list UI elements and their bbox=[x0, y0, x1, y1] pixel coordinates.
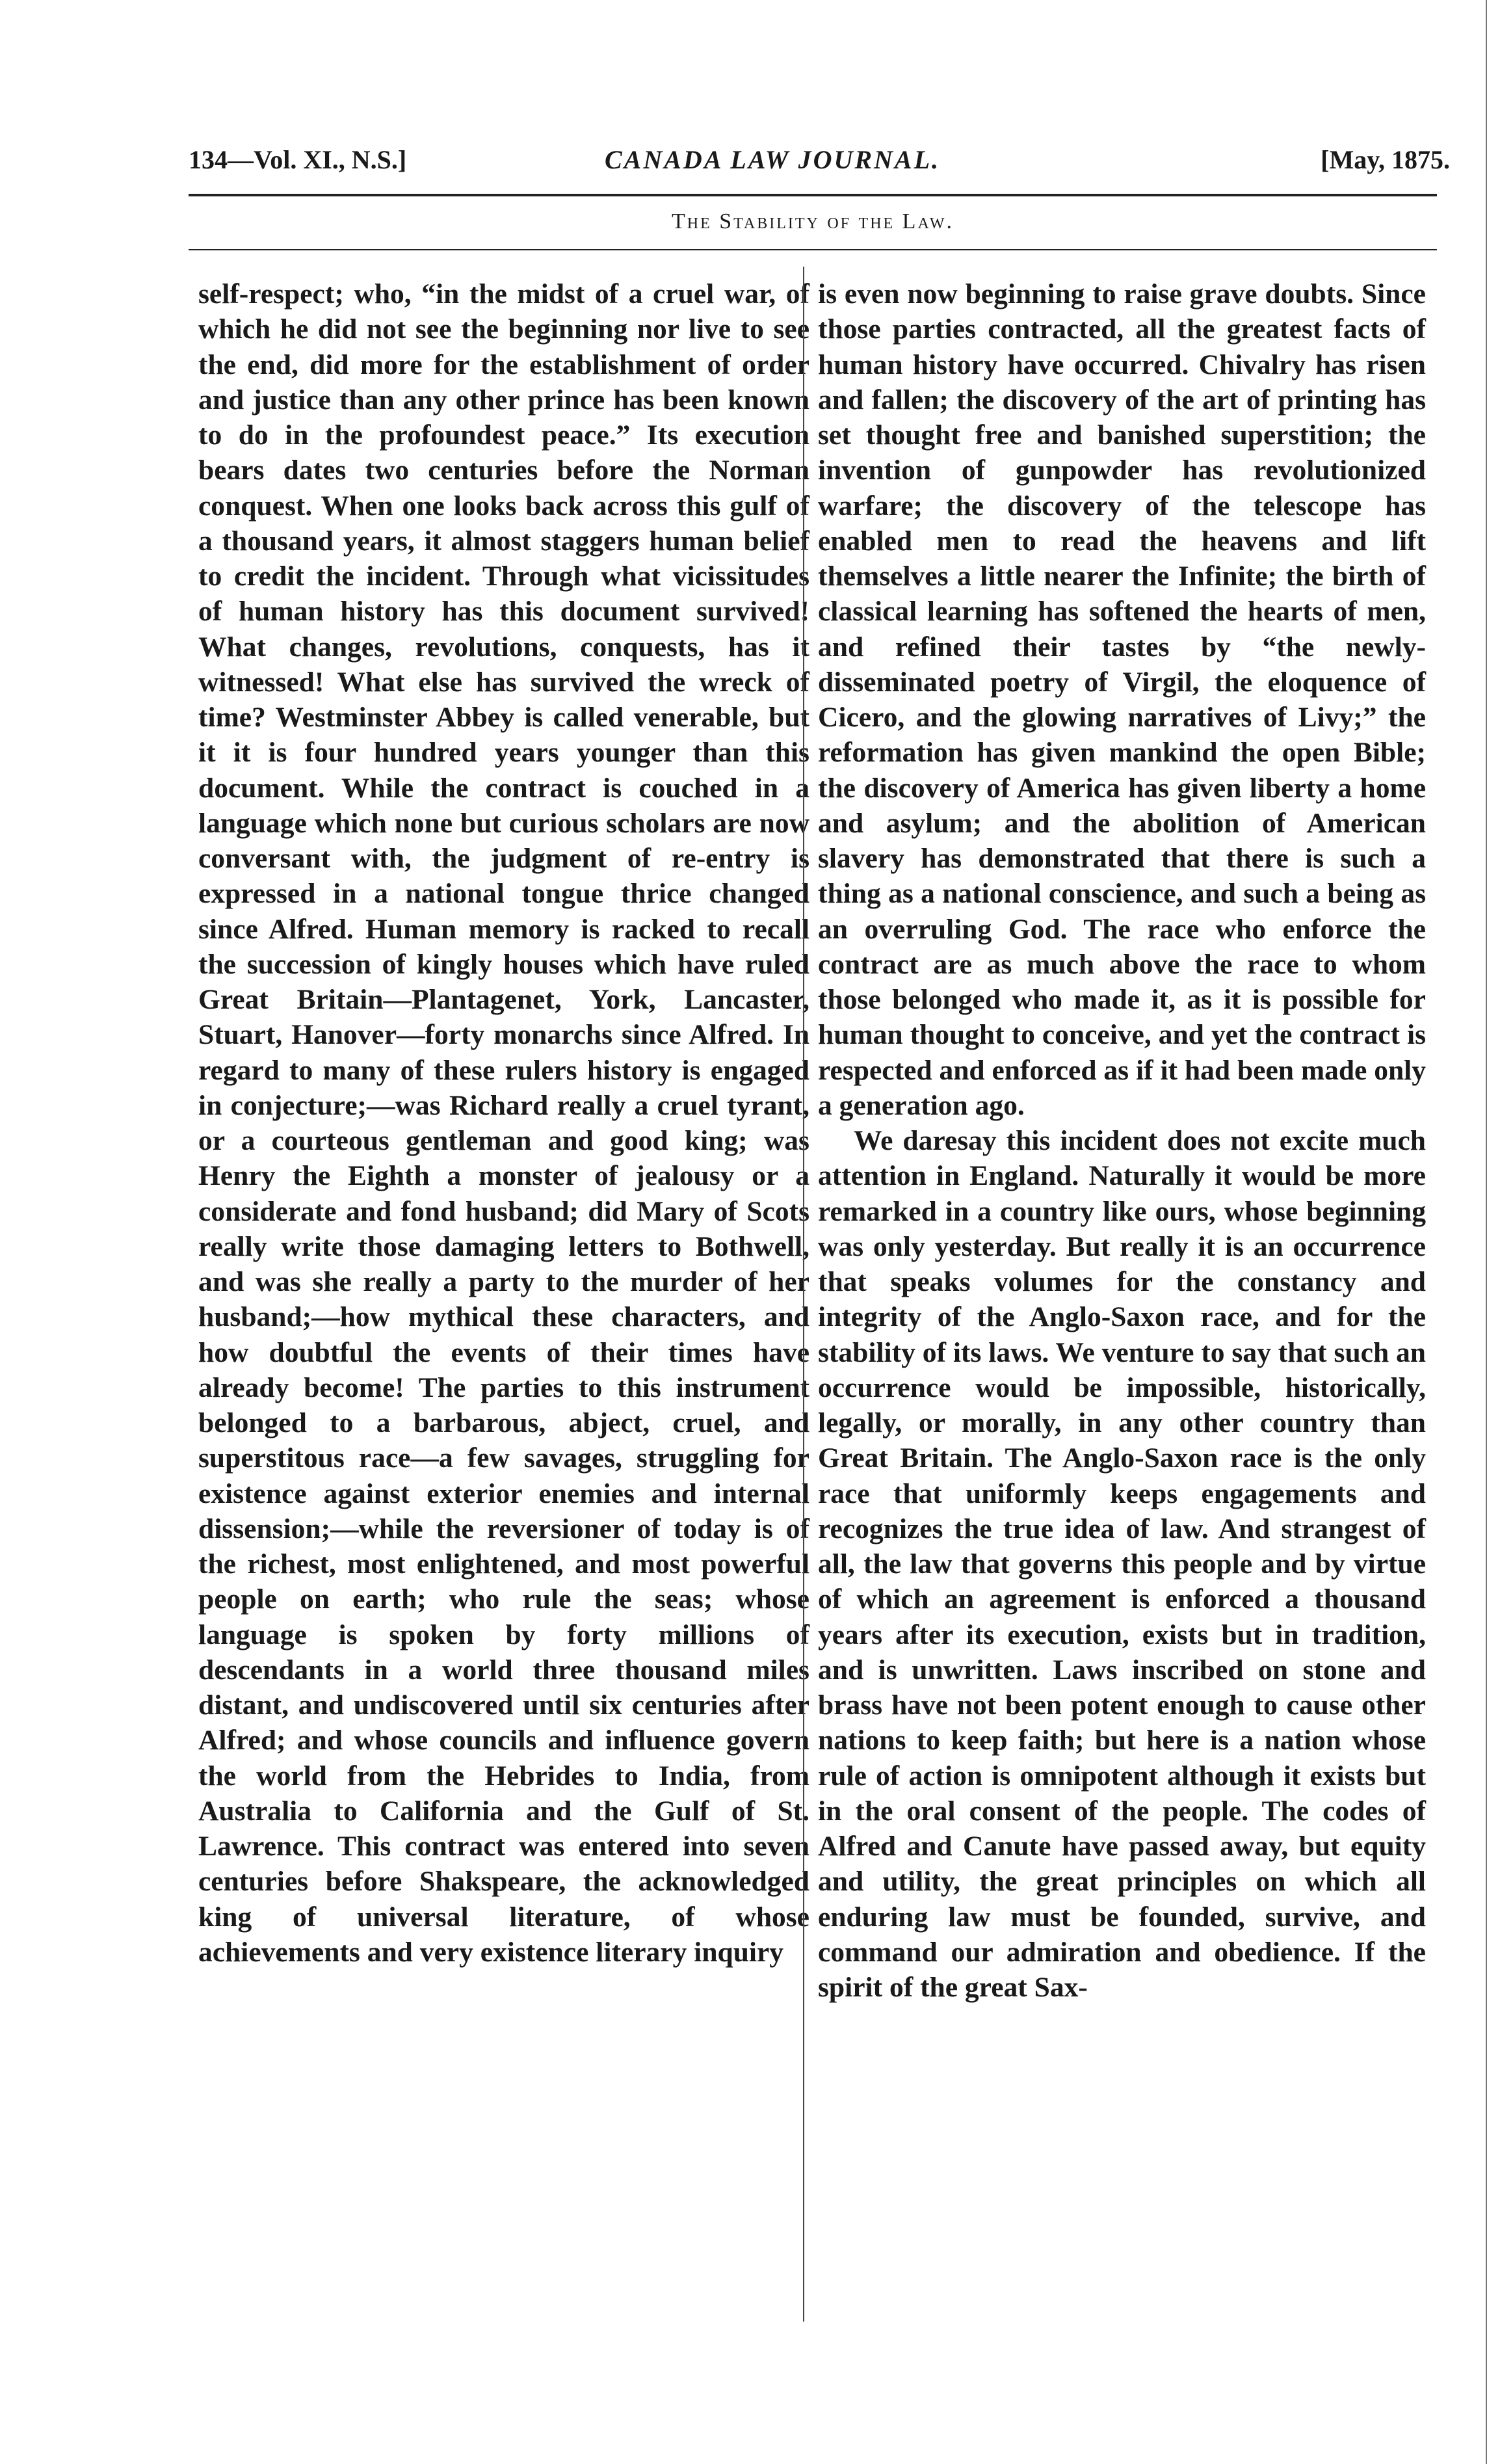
left-column bbox=[198, 276, 809, 1970]
title-rule bbox=[189, 249, 1437, 250]
header-journal-title: CANADA LAW JOURNAL. bbox=[605, 145, 941, 174]
page-edge-line bbox=[1486, 0, 1487, 2464]
left-paragraph-1: self-respect; who, “in the midst of a cruel war, of which he did not see the beginning nor live to see the end, did more for the establishment of order and justice than any other prince has been known to do in the profoundest peace.” Its execution bears dates two centuries before the Norman conquest. When one looks back across this gulf of a thousand years, it almost staggers human belief to credit the incident. Through what vicissitudes of human history has this document survived! What changes, revolutions, conquests, has it witnessed! What else has survived the wreck of time? Westminster Abbey is called venerable, but it it is four hundred years younger than this document. While the contract is couched in a language which none but curious scholars are now conversant with, the judgment of re-entry is expressed in a national tongue thrice changed since Alfred. Human memory is racked to recall the succession of kingly houses which have ruled Great Britain—Plantagenet, York, Lancaster, Stuart, Hanover—forty monarchs since Alfred. In regard to many of these rulers history is engaged in conjecture;—was Richard really a cruel tyrant, or a courteous gentleman and good king; was Henry the Eighth a monster of jealousy or a considerate and fond husband; did Mary of Scots really write those damaging letters to Bothwell, and was she really a party to the murder of her husband;—how mythical these characters, and how doubtful the events of their times have already become! The parties to this instrument belonged to a barbarous, abject, cruel, and superstitous race—a few savages, struggling for existence against exterior enemies and internal dissension;—while the reversioner of today is of the richest, most enlightened, and most powerful people on earth; who rule the seas; whose language is spoken by forty millions of descendants in a world three thousand miles distant, and undiscovered until six centuries after Alfred; and whose councils and influence govern the world from the Hebrides to India, from Australia to California and the Gulf of St. Lawrence. This contract was entered into seven centuries before Shakspeare, the acknowledged king of universal literature, of whose achievements and very existence literary inquiry bbox=[198, 278, 809, 1968]
right-column bbox=[818, 276, 1426, 2005]
column-divider bbox=[803, 267, 804, 2322]
header-rule bbox=[189, 194, 1437, 196]
section-title: The Stability of the Law. bbox=[671, 209, 954, 233]
header-date: [May, 1875. bbox=[1321, 145, 1450, 174]
right-paragraph-2: We daresay this incident does not excite much attention in England. Naturally it would be more remarked in a country like ours, whose beginning was only yesterday. But really it is an occurrence that speaks volumes for the constancy and integrity of the Anglo-Saxon race, and for the stability of its laws. We venture to say that such an occurrence would be impossible, historically, legally, or morally, in any other country than Great Britain. The Anglo-Saxon race is the only race that uniformly keeps engagements and recognizes the true idea of law. And strangest of all, the law that governs this people and by virtue of which an agreement is enforced a thousand years after its execution, exists but in tradition, and is unwritten. Laws inscribed on stone and brass have not been potent enough to cause other nations to keep faith; but here is a nation whose rule of action is omnipotent although it exists but in the oral consent of the people. The codes of Alfred and Canute have passed away, but equity and utility, the great principles on which all enduring law must be founded, survive, and command our admiration and obedience. If the spirit of the great Sax- bbox=[818, 1125, 1426, 2003]
running-header bbox=[189, 144, 1450, 183]
header-page-volume: 134—Vol. XI., N.S.] bbox=[189, 145, 407, 174]
right-paragraph-1: is even now beginning to raise grave doubts. Since those parties contracted, all the greatest facts of human history have occurred. Chivalry has risen and fallen; the discovery of the art of printing has set thought free and banished superstition; the invention of gunpowder has revolutionized warfare; the discovery of the telescope has enabled men to read the heavens and lift themselves a little nearer the Infinite; the birth of classical learning has softened the hearts of men, and refined their tastes by “the newly-disseminated poetry of Virgil, the eloquence of Cicero, and the glowing narratives of Livy;” the reformation has given mankind the open Bible; the discovery of America has given liberty a home and asylum; and the abolition of American slavery has demonstrated that there is such a thing as a national conscience, and such a being as an overruling God. The race who enforce the contract are as much above the race to whom those belonged who made it, as it is possible for human thought to conceive, and yet the contract is respected and enforced as if it had been made only a generation ago. bbox=[818, 278, 1426, 1121]
